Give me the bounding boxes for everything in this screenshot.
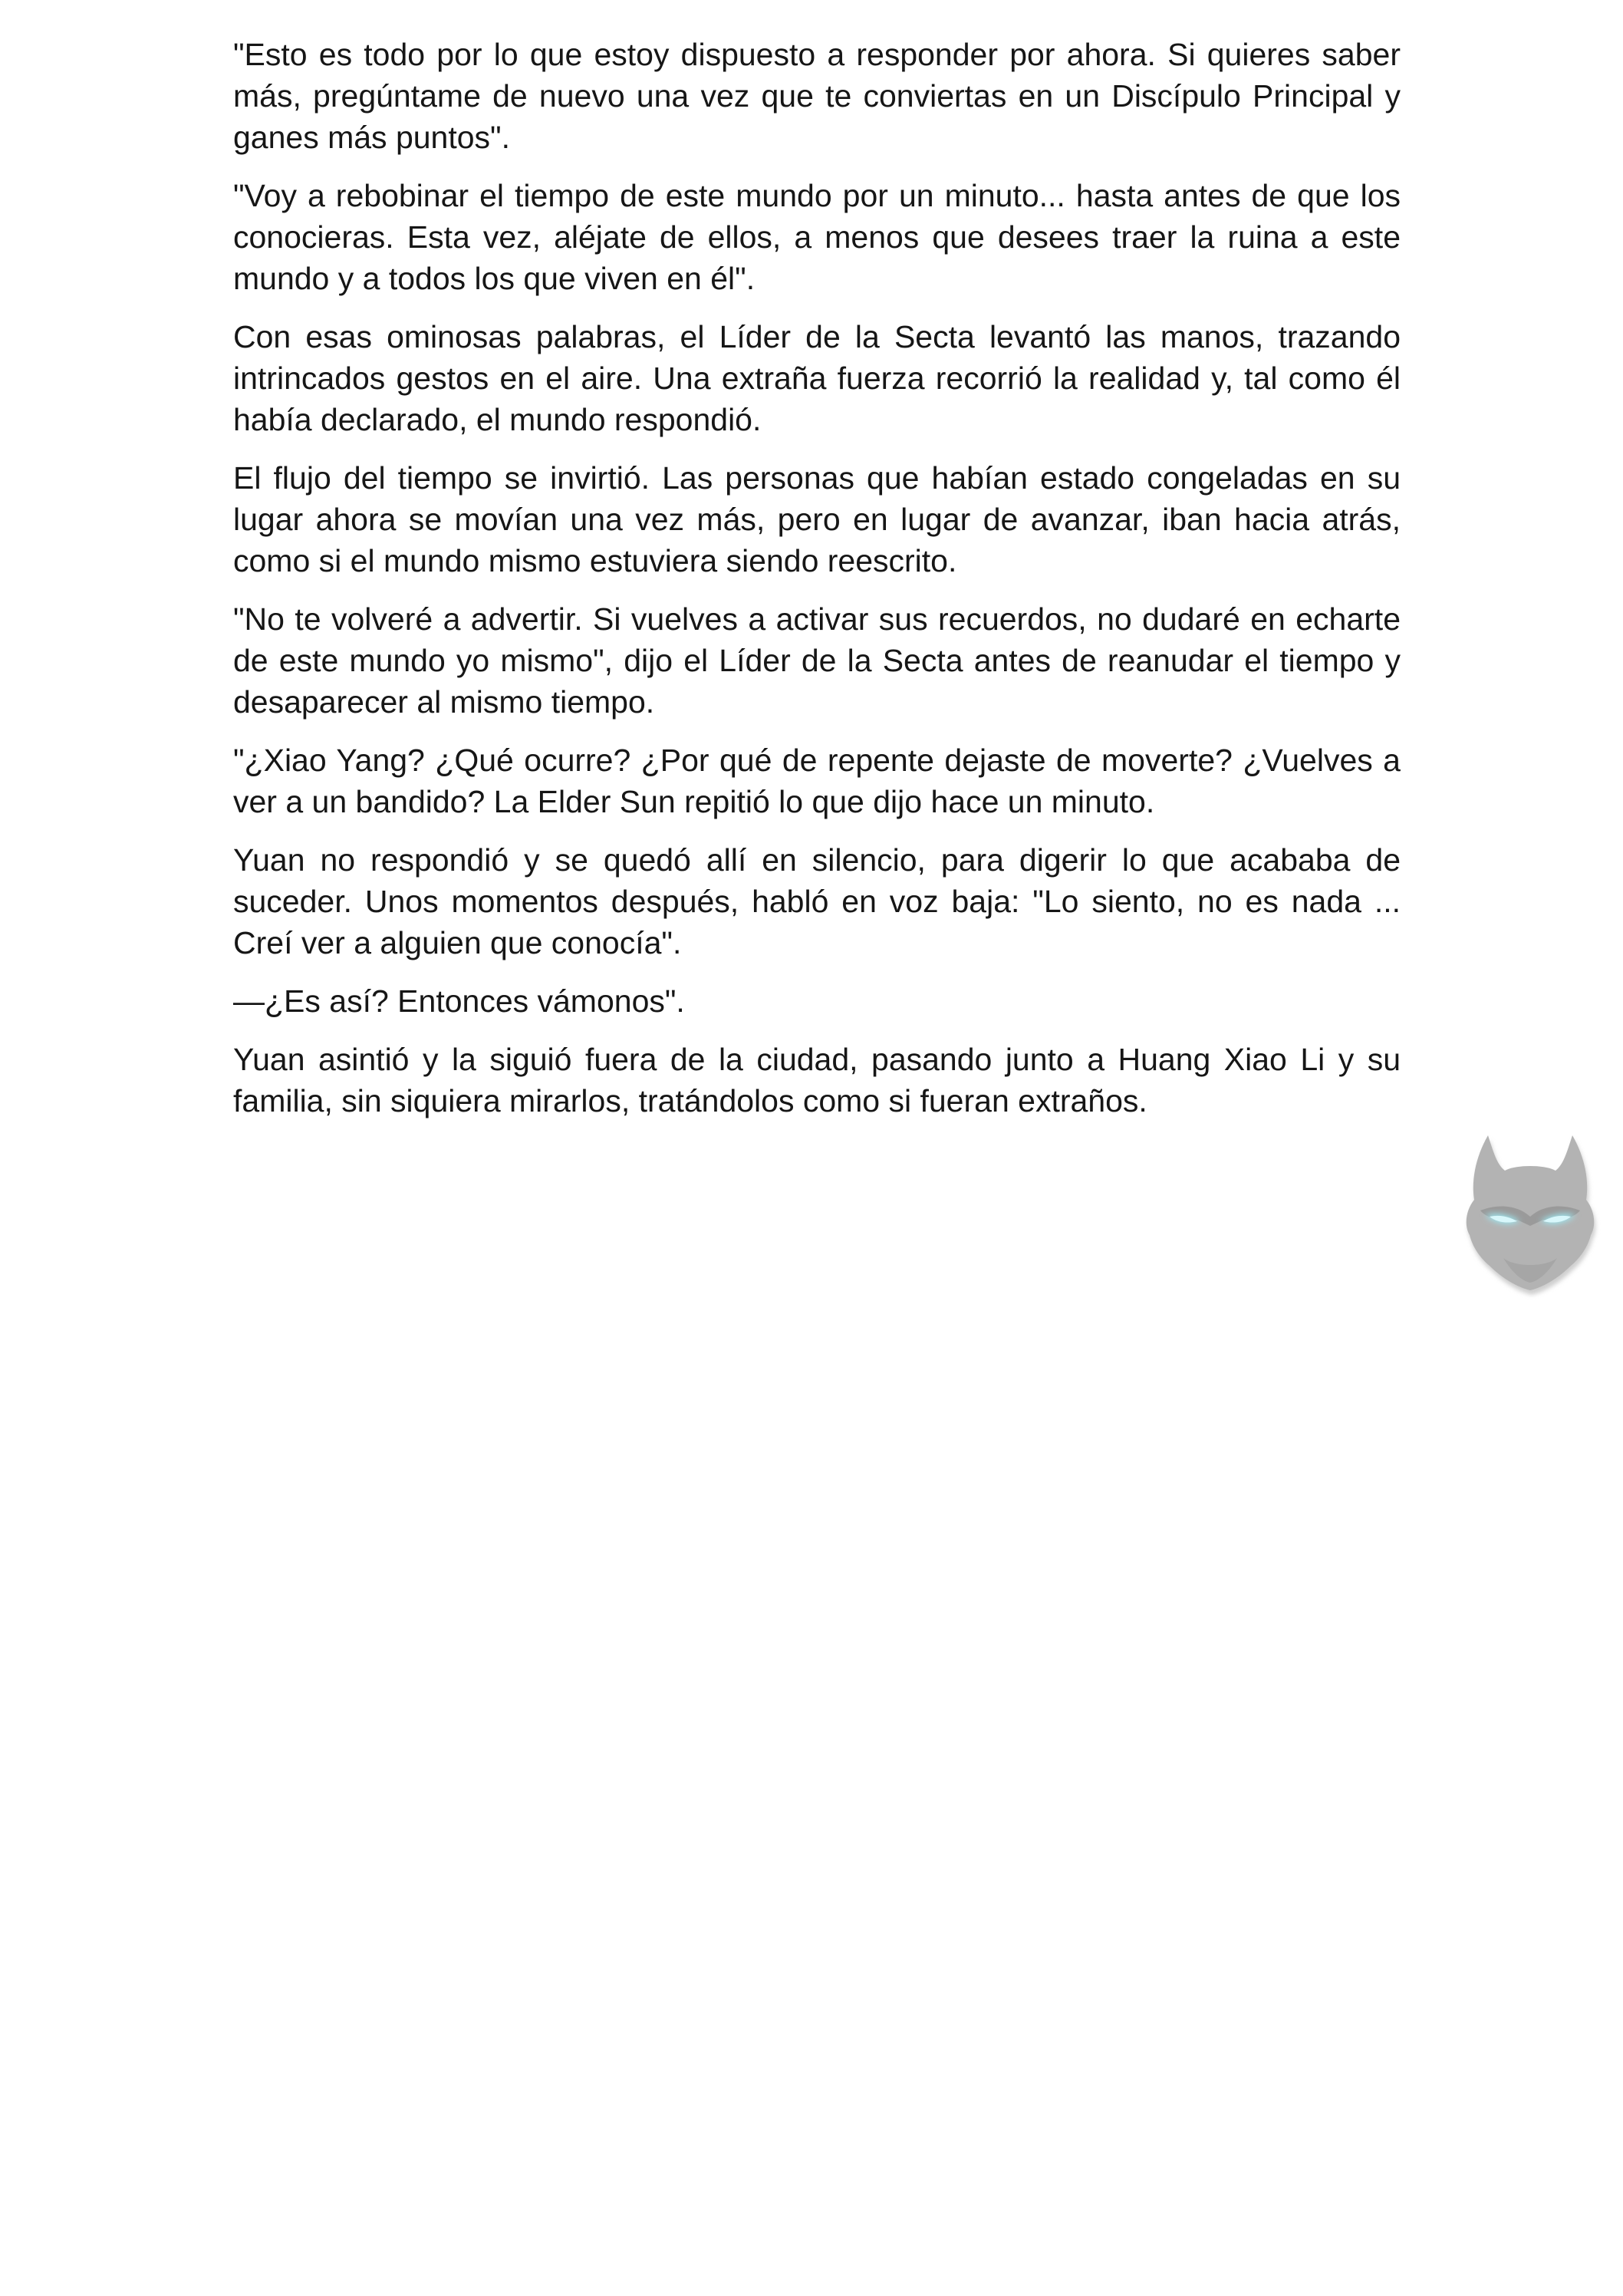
paragraph-4: El flujo del tiempo se invirtió. Las personas que habían estado congeladas en su lugar ahora se movían una vez más, pero en lugar de avanzar, iban hacia atrás, como si el mundo mismo estuviera siendo reescrito. [233, 460, 1401, 578]
paragraph-6: "¿Xiao Yang? ¿Qué ocurre? ¿Por qué de repente dejaste de moverte? ¿Vuelves a ver a un bandido? La Elder Sun repitió lo que dijo hace un minuto. [233, 743, 1401, 819]
paragraph-1: "Esto es todo por lo que estoy dispuesto a responder por ahora. Si quieres saber más, pregúntame de nuevo una vez que te conviertas en un Discípulo Principal y ganes más puntos". [233, 37, 1401, 155]
paragraph-8: —¿Es así? Entonces vámonos". [233, 983, 685, 1019]
paragraph-9: Yuan asintió y la siguió fuera de la ciudad, pasando junto a Huang Xiao Li y su familia, sin siquiera mirarlos, tratándolos como si fueran extraños. [233, 1042, 1401, 1118]
paragraph-3: Con esas ominosas palabras, el Líder de la Secta levantó las manos, trazando intrincados gestos en el aire. Una extraña fuerza recorrió la realidad y, tal como él había declarado, el mundo respondió. [233, 319, 1401, 437]
demon-head-icon [1457, 1120, 1603, 1304]
text-column [233, 34, 1401, 1138]
paragraph-2: "Voy a rebobinar el tiempo de este mundo por un minuto... hasta antes de que los conocieras. Esta vez, aléjate de ellos, a menos que desees traer la ruina a este mundo y a todos los que viven en él". [233, 178, 1401, 296]
paragraph-5: "No te volveré a advertir. Si vuelves a activar sus recuerdos, no dudaré en echarte de este mundo yo mismo", dijo el Líder de la Secta antes de reanudar el tiempo y desaparecer al mismo tiempo. [233, 601, 1401, 720]
paragraph-7: Yuan no respondió y se quedó allí en silencio, para digerir lo que acababa de suceder. Unos momentos después, habló en voz baja: "Lo siento, no es nada ... Creí ver a alguien que conocía". [233, 842, 1401, 960]
